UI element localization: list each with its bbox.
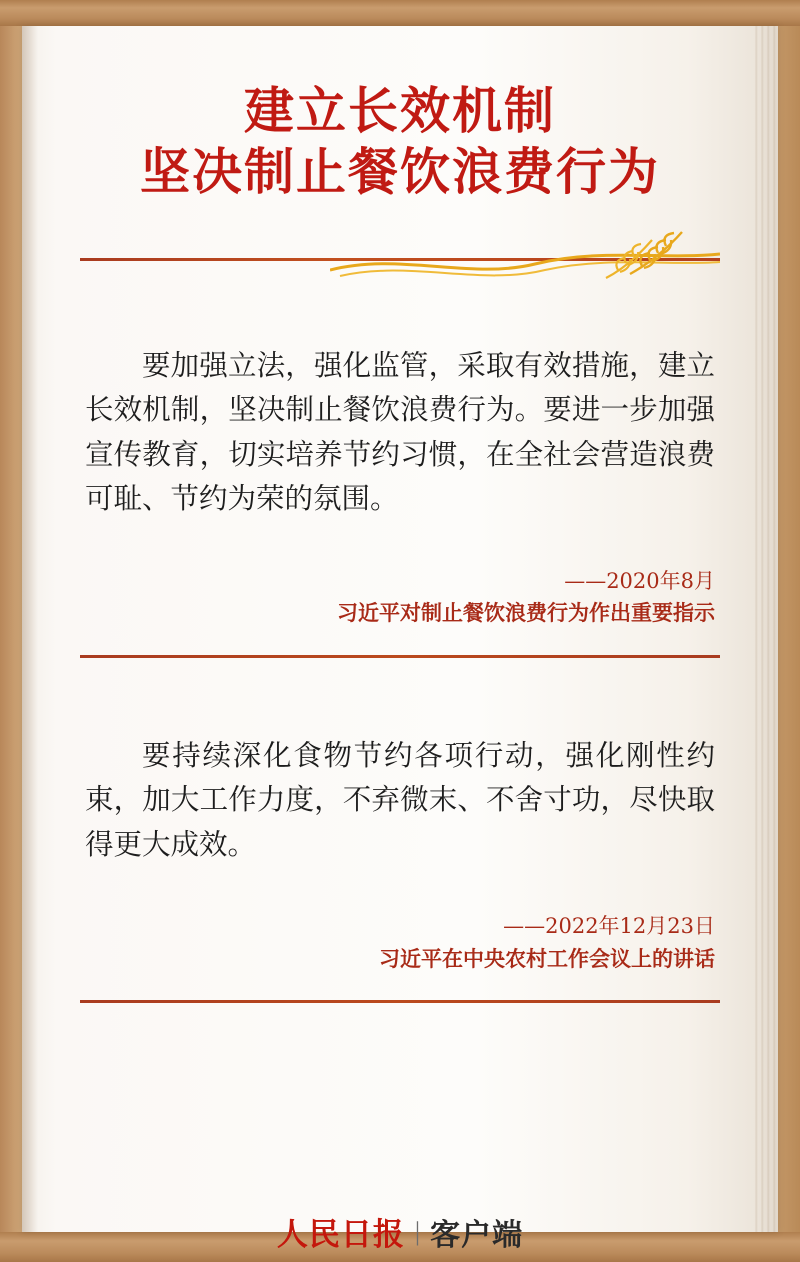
page-edge-left (22, 26, 38, 1232)
quote-block-1 (85, 288, 715, 629)
wheat-ornament-icon (330, 230, 720, 288)
quote-source-1: 习近平对制止餐饮浪费行为作出重要指示 (337, 600, 715, 626)
footer-brand (22, 1209, 778, 1254)
quote-date-2: ——2022年12月23日 (503, 914, 715, 939)
poster-title (50, 26, 750, 202)
quote-date-1: ——2020年8月 (564, 568, 715, 593)
product-name-label: 客户端 (430, 1217, 524, 1253)
quote-source-2: 习近平在中央农村工作会议上的讲话 (379, 945, 715, 971)
quote-text-1: 要加强立法，强化监管，采取有效措施，建立长效机制，坚决制止餐饮浪费行为。要进一步加强宣传教育，切实培养节约习惯，在全社会营造浪费可耻、节约为荣的氛围。 (85, 349, 715, 516)
title-divider (80, 230, 720, 288)
poster-content (50, 26, 750, 1232)
paper-sheet (22, 26, 778, 1232)
quote-attribution-1 (85, 566, 715, 629)
title-line-1: 建立长效机制 (244, 81, 556, 140)
frame-top-band (0, 0, 800, 26)
quote-text-2: 要持续深化食物节约各项行动，强化刚性约束，加大工作力度，不弃微末、不舍寸功，尽快取得更大成效。 (85, 738, 715, 861)
section-rule-2 (80, 1000, 720, 1003)
page-edge-right (752, 26, 778, 1232)
brand-separator: | (414, 1216, 421, 1246)
brand-name-label: 人民日报 (276, 1217, 405, 1253)
quote-block-2 (85, 658, 715, 974)
quote-attribution-2 (85, 911, 715, 974)
title-line-2: 坚决制止餐饮浪费行为 (140, 142, 660, 201)
